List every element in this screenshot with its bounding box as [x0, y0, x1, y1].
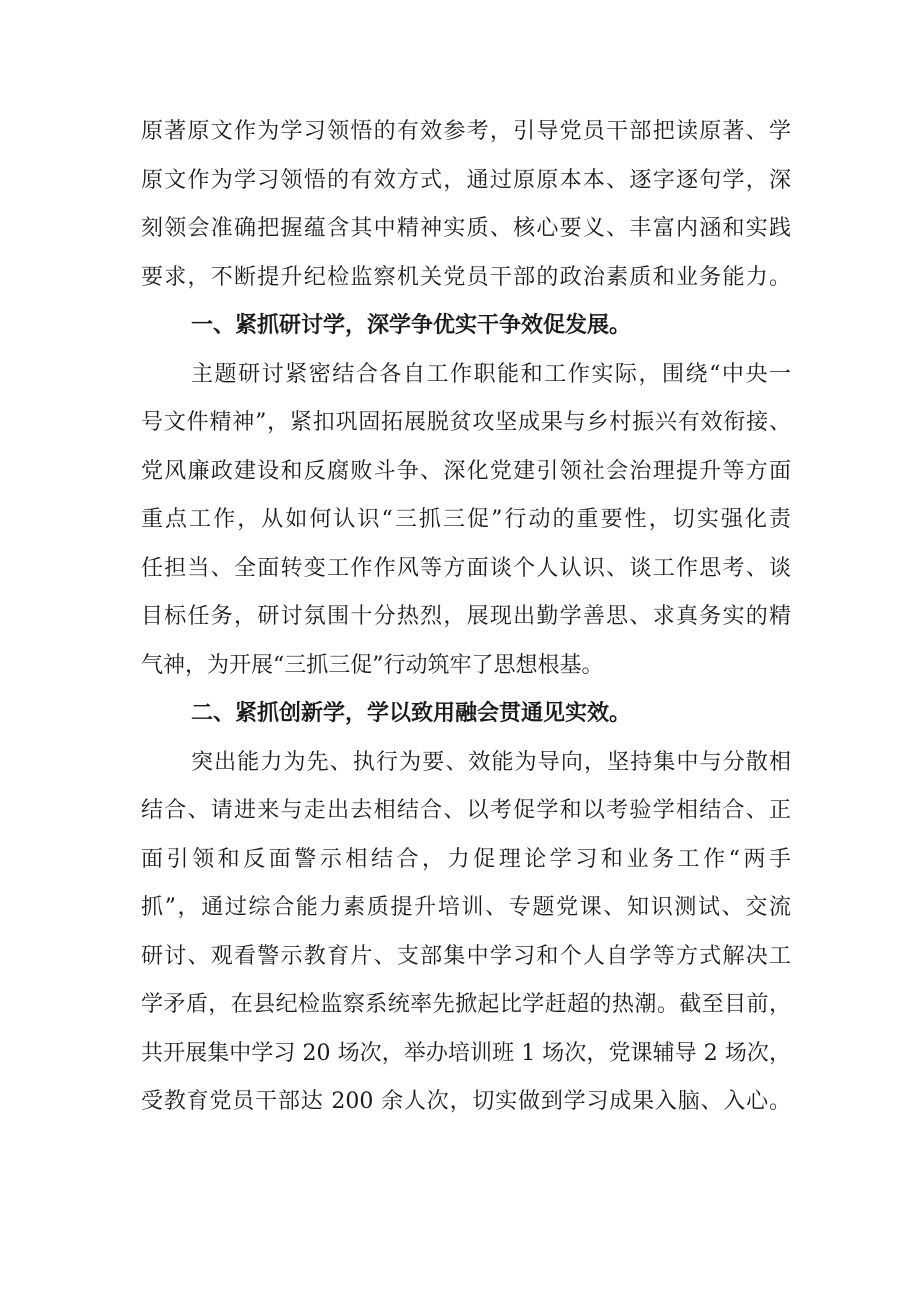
section-2	[141, 690, 791, 1127]
paragraph-line: 主题研讨紧密结合各自工作职能和工作实际，围绕“中央一	[191, 361, 791, 387]
paragraph-line: 党风廉政建设和反腐败斗争、深化党建引领社会治理提升等方面	[141, 458, 791, 484]
paragraph-line: 目标任务，研讨氛围十分热烈，展现出勤学善思、求真务实的精	[141, 604, 791, 629]
section-1-heading: 一、紧抓研讨学，深学争优实干争效促发展。	[191, 313, 632, 338]
paragraph-line: 要求，不断提升纪检监察机关党员干部的政治素质和业务能力。	[141, 264, 791, 290]
section-1	[141, 302, 791, 690]
paragraph-line: 原文作为学习领悟的有效方式，通过原原本本、逐字逐句学，深	[141, 167, 791, 193]
intro-paragraph	[141, 108, 791, 302]
paragraph-line: 共开展集中学习 20 场次，举办培训班 1 场次，党课辅导 2 场次，	[141, 1040, 791, 1066]
paragraph-line: 刻领会准确把握蕴含其中精神实质、核心要义、丰富内涵和实践	[141, 216, 791, 241]
paragraph-line: 结合、请进来与走出去相结合、以考促学和以考验学相结合、正	[141, 798, 791, 823]
paragraph-line: 气神，为开展“三抓三促”行动筑牢了思想根基。	[141, 652, 604, 678]
paragraph-line: 面引领和反面警示相结合，力促理论学习和业务工作“两手	[141, 846, 791, 872]
paragraph-line: 学矛盾，在县纪检监察系统率先掀起比学赶超的热潮。截至目前，	[141, 992, 791, 1017]
paragraph-line: 突出能力为先、执行为要、效能为导向，坚持集中与分散相	[191, 749, 791, 775]
paragraph-line: 重点工作，从如何认识“三抓三促”行动的重要性，切实强化责	[141, 507, 791, 532]
section-2-heading: 二、紧抓创新学，学以致用融会贯通见实效。	[191, 701, 632, 726]
paragraph-line: 受教育党员干部达 200 余人次，切实做到学习成果入脑、入心。	[141, 1089, 791, 1114]
document-body	[141, 108, 791, 1127]
paragraph-line: 任担当、全面转变工作作风等方面谈个人认识、谈工作思考、谈	[141, 555, 791, 581]
paragraph-line: 抓”，通过综合能力素质提升培训、专题党课、知识测试、交流	[141, 895, 791, 920]
paragraph-line: 号文件精神”，紧扣巩固拓展脱贫攻坚成果与乡村振兴有效衔接、	[141, 410, 791, 435]
paragraph-line: 原著原文作为学习领悟的有效参考，引导党员干部把读原著、学	[141, 119, 791, 144]
paragraph-line: 研讨、观看警示教育片、支部集中学习和个人自学等方式解决工	[141, 943, 791, 969]
